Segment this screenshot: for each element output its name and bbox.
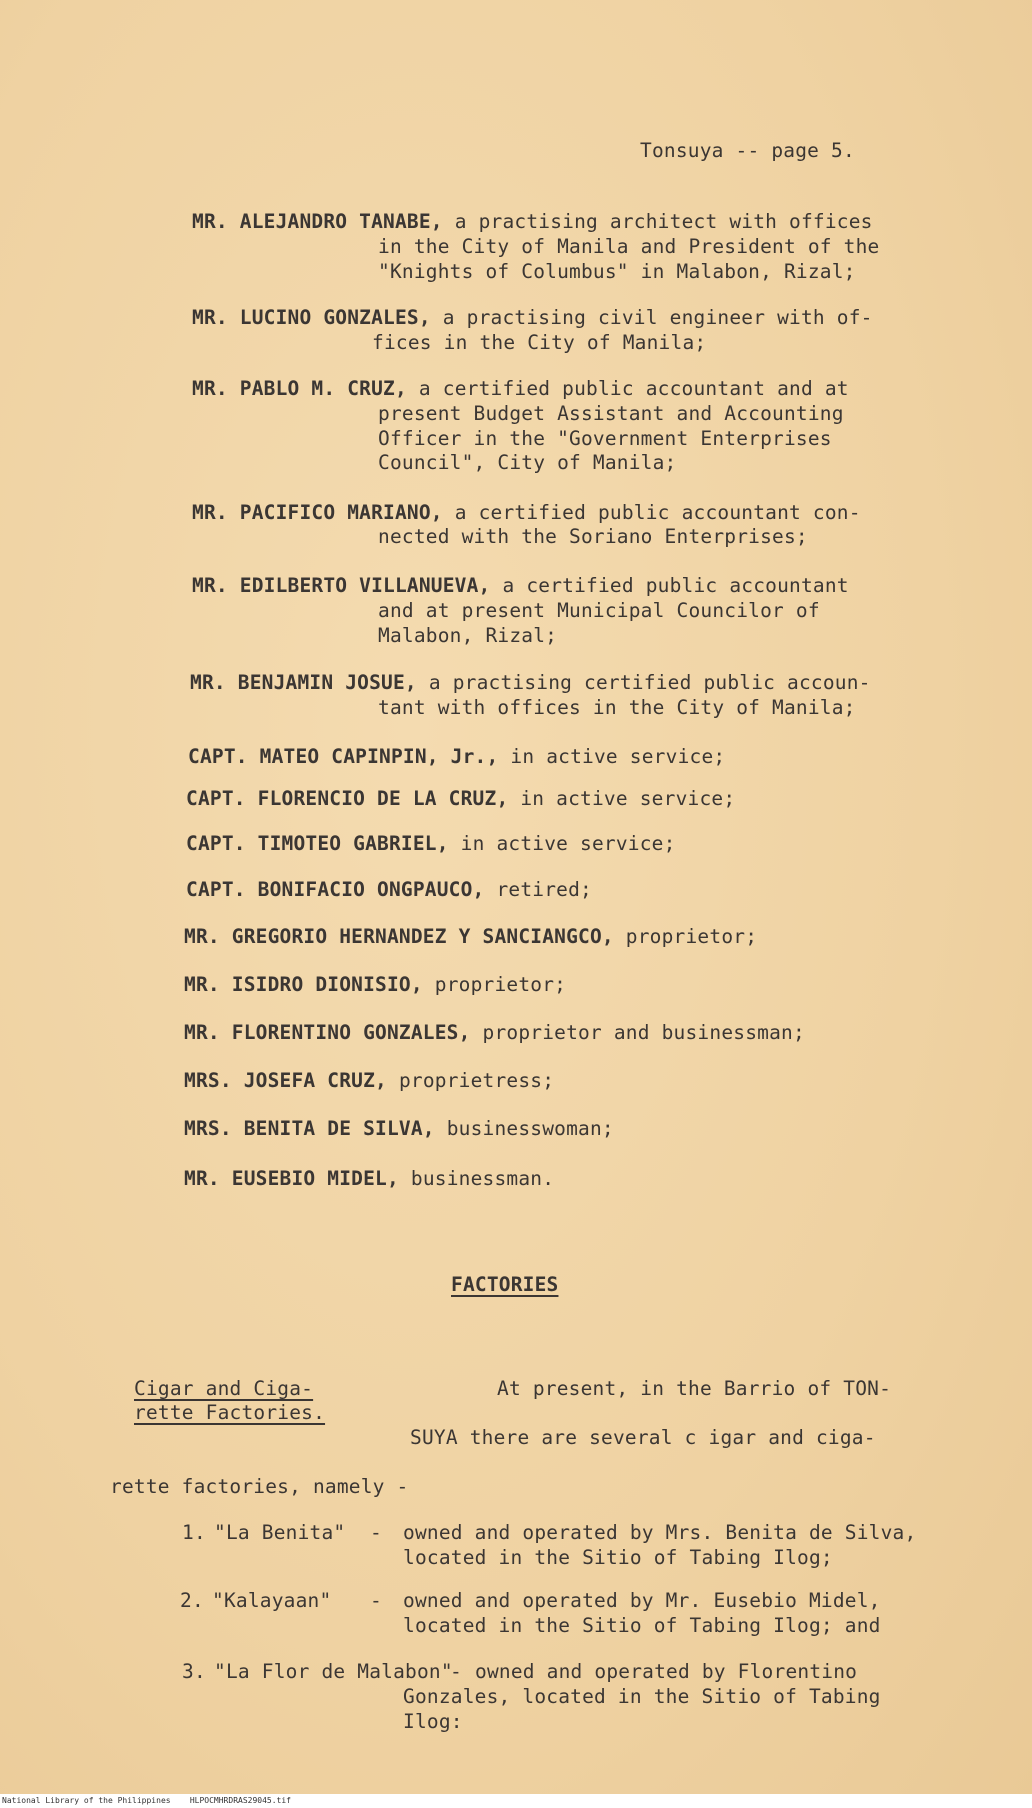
person-entry [188,744,725,769]
person-desc-line: Council", City of Manila; [378,451,677,474]
person-name: MR. PACIFICO MARIANO, [192,501,443,524]
footer-caption: National Library of the Philippines HLPOCMHRDRAS29045.tif [0,1794,1032,1808]
person-name: MR. FLORENTINO GONZALES, [184,1021,471,1044]
person-name: CAPT. BONIFACIO ONGPAUCO, [186,878,485,901]
person-entry [184,972,566,997]
person-desc-line: and at present Municipal Councilor of [378,599,820,622]
person-desc: a practising architect with offices [454,210,873,233]
person-desc-line: nected with the Soriano Enterprises; [378,525,808,548]
person-name: MR. EDILBERTO VILLANUEVA, [192,574,491,597]
person-name: CAPT. FLORENCIO DE LA CRUZ, [186,787,509,810]
factory-desc: owned and operated by Mrs. Benita de Silva, [403,1521,917,1544]
factory-number: 3. [182,1660,206,1683]
section-heading: FACTORIES [451,1273,559,1296]
person-entry [184,1166,554,1191]
intro-line: rette factories, namely - [110,1475,409,1498]
person-desc: proprietor; [625,925,758,948]
person-desc-line: Malabon, Rizal; [378,624,558,647]
factory-number: 1. [182,1521,206,1544]
person-name: MRS. JOSEFA CRUZ, [184,1069,387,1092]
person-desc-line: tant with offices in the City of Manila; [378,696,856,719]
factory-desc: Ilog: [403,1710,463,1733]
factory-dash: - [370,1589,382,1612]
person-name: MR. EUSEBIO MIDEL, [184,1167,399,1190]
intro-line: At present, in the Barrio of TON- [497,1377,892,1400]
side-label: rette Factories. [134,1401,326,1424]
person-entry [184,1068,554,1093]
person-entry [192,573,849,598]
person-name: MR. GREGORIO HERNANDEZ Y SANCIANGCO, [184,925,614,948]
person-desc: businessman. [410,1167,555,1190]
person-name: MRS. BENITA DE SILVA, [184,1117,435,1140]
factory-number: 2. [180,1589,204,1612]
person-desc-line: in the City of Manila and President of the [378,235,880,258]
person-entry [186,831,676,856]
person-desc-line: Officer in the "Government Enterprises [378,427,832,450]
person-name: CAPT. TIMOTEO GABRIEL, [186,832,449,855]
person-entry [184,924,757,949]
person-name: MR. LUCINO GONZALES, [192,306,431,329]
factory-desc: located in the Sitio of Tabing Ilog; [403,1546,833,1569]
factory-desc: Gonzales, located in the Sitio of Tabing [403,1685,881,1708]
person-desc: a certified public accountant [502,574,849,597]
person-desc-line: "Knights of Columbus" in Malabon, Rizal; [378,260,856,283]
factory-desc: owned and operated by Florentino [475,1660,858,1683]
factory-name: "Kalayaan" [212,1589,332,1612]
person-entry [186,786,735,811]
person-name: MR. BENJAMIN JOSUE, [190,671,417,694]
person-desc: a certified public accountant con- [454,501,861,524]
side-label: Cigar and Ciga- [134,1377,314,1400]
factory-desc: located in the Sitio of Tabing Ilog; and [403,1614,881,1637]
person-name: MR. ALEJANDRO TANABE, [192,210,443,233]
person-entry [192,209,873,234]
person-entry [184,1116,614,1141]
person-desc: proprietor and businessman; [482,1021,805,1044]
person-name: MR. ISIDRO DIONISIO, [184,973,423,996]
person-desc: a practising certified public accoun- [428,671,871,694]
person-desc: proprietor; [434,973,567,996]
factory-name: "La Flor de Malabon" [214,1660,453,1683]
person-name: CAPT. MATEO CAPINPIN, Jr., [188,745,499,768]
person-desc: in active service; [520,787,736,810]
person-desc: proprietress; [398,1069,555,1092]
factory-dash: - [450,1660,462,1683]
person-desc: in active service; [460,832,676,855]
person-desc: a certified public accountant and at [418,377,849,400]
person-entry [192,500,861,525]
person-desc-line: present Budget Assistant and Accounting [378,402,844,425]
person-entry [192,376,849,401]
person-name: MR. PABLO M. CRUZ, [192,377,407,400]
person-entry [190,670,871,695]
person-entry [186,877,592,902]
person-desc: in active service; [510,745,726,768]
person-desc: retired; [496,878,592,901]
intro-line: SUYA there are several c igar and ciga- [410,1426,876,1449]
person-desc: a practising civil engineer with of- [442,306,873,329]
person-desc-line: fices in the City of Manila; [372,331,707,354]
person-desc: businesswoman; [446,1117,614,1140]
factory-dash: - [370,1521,382,1544]
person-entry [192,305,873,330]
factory-name: "La Benita" [214,1521,346,1544]
person-entry [184,1020,805,1045]
factory-desc: owned and operated by Mr. Eusebio Midel, [403,1589,881,1612]
page-label: Tonsuya -- page 5. [640,139,855,162]
